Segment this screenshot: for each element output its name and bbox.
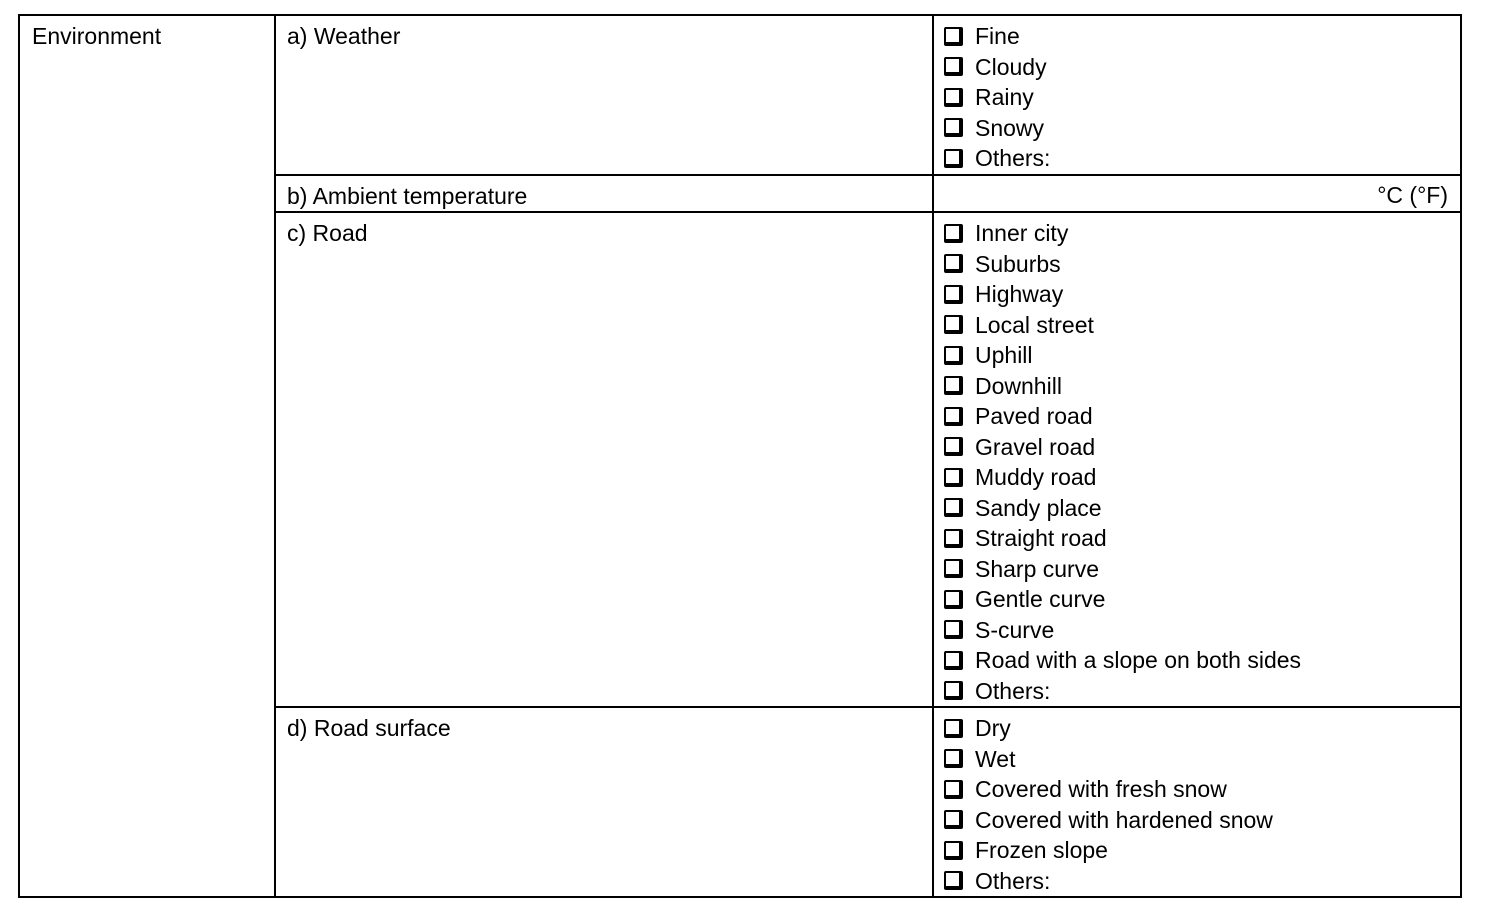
road-label-cell xyxy=(275,212,933,707)
checkbox[interactable] xyxy=(944,719,963,738)
road-option-label: Highway xyxy=(975,281,1064,307)
road-option[interactable] xyxy=(944,432,1460,463)
road-surface-option-label: Others: xyxy=(975,867,1051,894)
road-option-label: Inner city xyxy=(975,220,1069,246)
road-option-label: Sharp curve xyxy=(975,555,1100,582)
road-option[interactable] xyxy=(944,554,1460,585)
checkbox[interactable] xyxy=(944,346,963,365)
checkbox[interactable] xyxy=(944,651,963,670)
road-option-list xyxy=(934,213,1460,706)
checkbox[interactable] xyxy=(944,57,963,76)
road-surface-option-list xyxy=(934,708,1460,896)
checkbox[interactable] xyxy=(944,498,963,517)
checkbox[interactable] xyxy=(944,681,963,700)
road-option[interactable] xyxy=(944,340,1460,371)
category-cell xyxy=(19,15,275,897)
road-option[interactable] xyxy=(944,493,1460,524)
checkbox[interactable] xyxy=(944,780,963,799)
road-surface-option[interactable] xyxy=(944,805,1460,836)
road-option-label: Road with a slope on both sides xyxy=(975,647,1302,673)
checkbox[interactable] xyxy=(944,437,963,456)
temperature-label-cell xyxy=(275,175,933,213)
road-surface-label: d) Road surface xyxy=(287,715,451,741)
road-option-label: Local street xyxy=(975,311,1094,338)
road-label: c) Road xyxy=(287,220,368,246)
road-surface-options-cell xyxy=(933,707,1461,897)
road-surface-option-label: Covered with fresh snow xyxy=(975,776,1227,802)
weather-option-label: Others: xyxy=(975,145,1051,171)
road-option[interactable] xyxy=(944,462,1460,493)
weather-option-label: Snowy xyxy=(975,114,1045,141)
road-surface-option-label: Wet xyxy=(975,745,1016,772)
checkbox[interactable] xyxy=(944,88,963,107)
checkbox[interactable] xyxy=(944,376,963,395)
weather-row xyxy=(19,15,1461,175)
road-option-label: Suburbs xyxy=(975,250,1061,277)
checkbox[interactable] xyxy=(944,254,963,273)
road-surface-option[interactable] xyxy=(944,713,1460,744)
weather-option-label: Cloudy xyxy=(975,53,1047,80)
road-option-label: Straight road xyxy=(975,525,1107,551)
checkbox[interactable] xyxy=(944,749,963,768)
checkbox[interactable] xyxy=(944,315,963,334)
road-option[interactable] xyxy=(944,279,1460,310)
road-surface-option-label: Dry xyxy=(975,715,1011,741)
road-option-label: Sandy place xyxy=(975,494,1102,521)
checkbox[interactable] xyxy=(944,407,963,426)
road-surface-option-label: Frozen slope xyxy=(975,837,1108,863)
road-option[interactable] xyxy=(944,676,1460,707)
road-surface-option-label: Covered with hardened snow xyxy=(975,806,1273,833)
checkbox[interactable] xyxy=(944,529,963,548)
weather-option[interactable] xyxy=(944,52,1460,83)
checkbox[interactable] xyxy=(944,810,963,829)
road-option-label: Gentle curve xyxy=(975,586,1106,612)
road-surface-option[interactable] xyxy=(944,774,1460,805)
road-option-label: Gravel road xyxy=(975,433,1096,460)
road-option-label: Others: xyxy=(975,677,1051,704)
road-option-label: Uphill xyxy=(975,342,1033,368)
checkbox[interactable] xyxy=(944,620,963,639)
road-option-label: Muddy road xyxy=(975,464,1097,490)
checkbox[interactable] xyxy=(944,841,963,860)
road-surface-label-cell xyxy=(275,707,933,897)
road-option[interactable] xyxy=(944,371,1460,402)
road-option-label: Downhill xyxy=(975,372,1062,399)
checkbox[interactable] xyxy=(944,871,963,890)
road-surface-option[interactable] xyxy=(944,866,1460,897)
road-option-label: S-curve xyxy=(975,616,1055,643)
road-option[interactable] xyxy=(944,249,1460,280)
weather-option-label: Rainy xyxy=(975,84,1034,110)
weather-option[interactable] xyxy=(944,21,1460,52)
checkbox[interactable] xyxy=(944,590,963,609)
road-option[interactable] xyxy=(944,584,1460,615)
road-option[interactable] xyxy=(944,218,1460,249)
weather-option[interactable] xyxy=(944,113,1460,144)
checkbox[interactable] xyxy=(944,285,963,304)
weather-option-label: Fine xyxy=(975,23,1020,49)
road-options-cell xyxy=(933,212,1461,707)
checkbox[interactable] xyxy=(944,559,963,578)
road-option[interactable] xyxy=(944,523,1460,554)
checkbox[interactable] xyxy=(944,149,963,168)
checkbox[interactable] xyxy=(944,27,963,46)
weather-options-cell xyxy=(933,15,1461,175)
category-label: Environment xyxy=(32,23,162,49)
temperature-unit: °C (°F) xyxy=(1377,181,1448,208)
environment-form-table xyxy=(18,14,1462,898)
temperature-label: b) Ambient temperature xyxy=(287,182,528,209)
temperature-input-cell[interactable] xyxy=(933,175,1461,213)
road-option[interactable] xyxy=(944,401,1460,432)
road-option[interactable] xyxy=(944,615,1460,646)
weather-label: a) Weather xyxy=(287,23,401,49)
checkbox[interactable] xyxy=(944,468,963,487)
road-surface-option[interactable] xyxy=(944,835,1460,866)
checkbox[interactable] xyxy=(944,224,963,243)
checkbox[interactable] xyxy=(944,118,963,137)
weather-option[interactable] xyxy=(944,82,1460,113)
road-option[interactable] xyxy=(944,310,1460,341)
road-option[interactable] xyxy=(944,645,1460,676)
road-surface-option[interactable] xyxy=(944,744,1460,775)
weather-option-list xyxy=(934,16,1460,174)
weather-label-cell xyxy=(275,15,933,175)
weather-option[interactable] xyxy=(944,143,1460,174)
road-option-label: Paved road xyxy=(975,403,1093,429)
